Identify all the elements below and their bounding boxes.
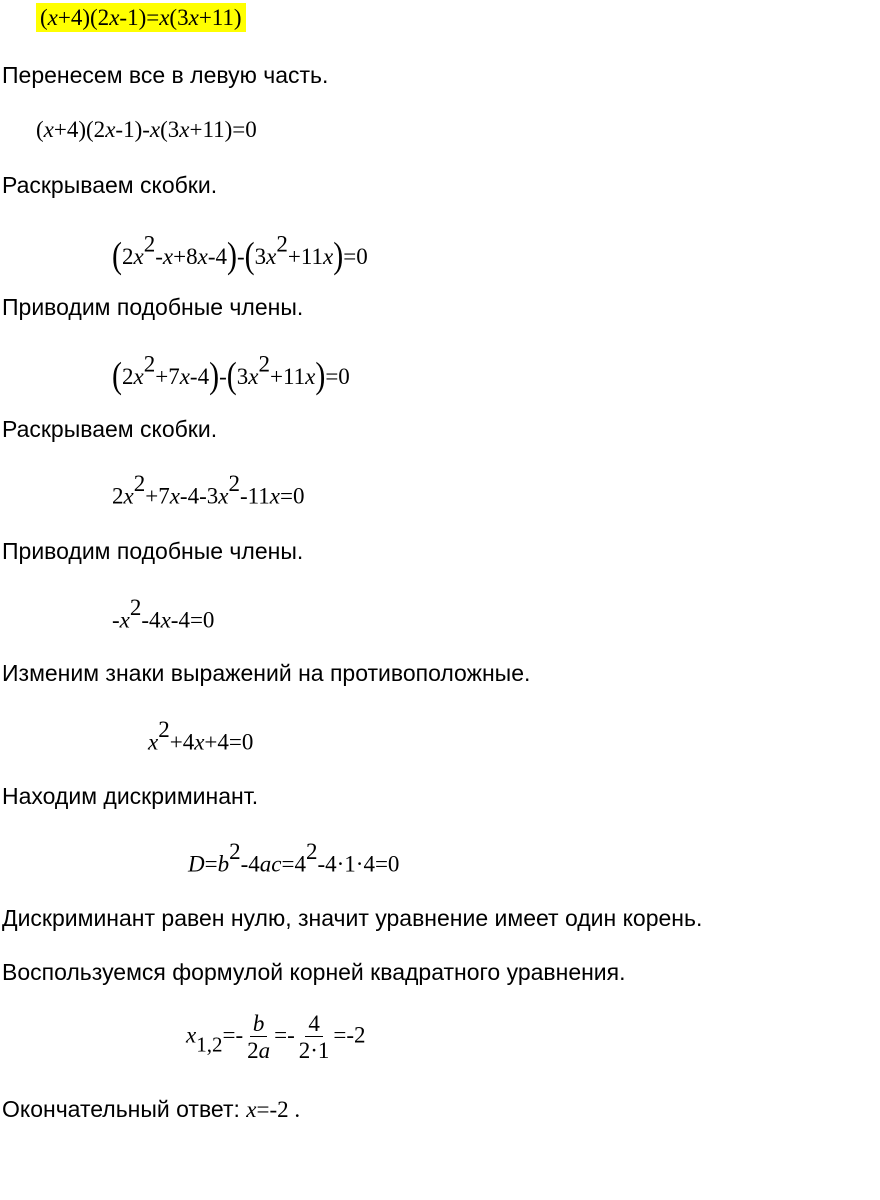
task-highlight: (x+4)(2x-1)=x(3x+11) xyxy=(36,3,246,32)
formula-2: $(2x^2-x+8x-4)-(3x^2+11x)=0$ xyxy=(112,231,368,276)
step-text-2: Раскрываем скобки. xyxy=(2,172,218,198)
formula-8: $x_{1,2}=-$ $\frac{b}{2a}$ =- $\frac{4}{2\cdot 1}$ =-2 xyxy=(186,1011,366,1063)
step-text-5: Приводим подобные члены. xyxy=(2,538,304,564)
task-equation xyxy=(36,6,246,29)
formula-7: $D=b^2-4ac=4^2-4\cdot 1\cdot 4=0$ xyxy=(188,839,400,877)
final-answer: Окончательный ответ: x=-2 . xyxy=(2,1096,301,1122)
step-text-7: Находим дискриминант. xyxy=(2,783,259,809)
step-text-4: Раскрываем скобки. xyxy=(2,416,218,442)
formula-3: $(2x^2+7x-4)-(3x^2+11x)=0$ xyxy=(112,351,350,396)
formula-6: $x^2+4x+4=0$ xyxy=(148,717,254,755)
step-text-9: Воспользуемся формулой корней квадратного уравнения. xyxy=(2,959,626,985)
formula-1: (x+4)(2x-1)-x(3x+11)=0 xyxy=(36,117,257,142)
step-text-6: Изменим знаки выражений на противоположные. xyxy=(2,660,531,686)
step-text-3: Приводим подобные члены. xyxy=(2,294,304,320)
formula-5: $-x^2-4x-4=0$ xyxy=(112,595,215,633)
step-text-1: Перенесем все в левую часть. xyxy=(2,62,329,88)
formula-4: $2x^2+7x-4-3x^2-11x=0$ xyxy=(112,471,305,509)
fraction-b-over-2a: $\frac{b}{2a}$ xyxy=(247,1011,271,1063)
step-text-8: Дискриминант равен нулю, значит уравнение имеет один корень. xyxy=(2,905,703,931)
fraction-4-over-2x1: $\frac{4}{2\cdot 1}$ xyxy=(298,1011,330,1063)
final-answer-label: Окончательный ответ: xyxy=(2,1096,247,1122)
